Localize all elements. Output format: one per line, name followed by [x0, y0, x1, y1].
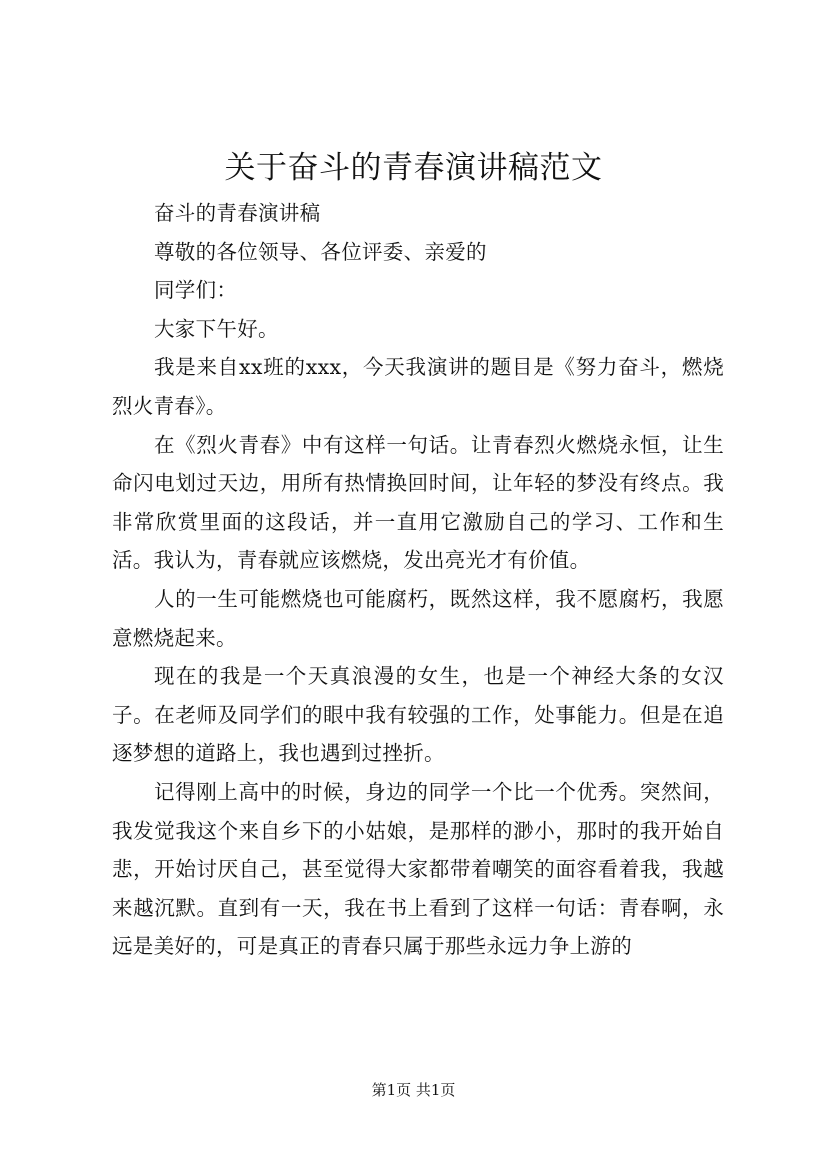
document-title: 关于奋斗的青春演讲稿范文	[224, 150, 603, 186]
paragraph: 同学们：	[154, 278, 238, 303]
paragraph: 我是来自xx班的xxx，今天我演讲的题目是《努力奋斗，燃烧烈火青春》。	[112, 355, 724, 418]
page-number-footer: 第1页 共1页	[371, 1081, 456, 1099]
paragraph: 人的一生可能燃烧也可能腐朽，既然这样，我不愿腐朽，我愿意燃烧起来。	[112, 586, 724, 650]
paragraph: 大家下午好。	[154, 316, 279, 341]
paragraph: 记得刚上高中的时候，身边的同学一个比一个优秀。突然间，我发觉我这个来自乡下的小姑娘，是那样的渺小，那时的我开始自悲，开始讨厌自己，甚至觉得大家都带着嘲笑的面容看着我，我越来越沉默。直到有一天，我在书上看到了这样一句话：青春啊，永远是美好的，可是真正的青春只属于那些永远力争上游的	[112, 779, 724, 959]
paragraph: 尊敬的各位领导、各位评委、亲爱的	[154, 239, 487, 264]
document-body	[112, 194, 724, 966]
paragraph: 奋斗的青春演讲稿	[154, 201, 321, 225]
paragraph: 现在的我是一个天真浪漫的女生，也是一个神经大条的女汉子。在老师及同学们的眼中我有较强的工作，处事能力。但是在追逐梦想的道路上，我也遇到过挫折。	[112, 664, 724, 766]
paragraph: 在《烈火青春》中有这样一句话。让青春烈火燃烧永恒，让生命闪电划过天边，用所有热情换回时间，让年轻的梦没有终点。我非常欣赏里面的这段话，并一直用它激励自己的学习、工作和生活。我认为，青春就应该燃烧，发出亮光才有价值。	[112, 432, 724, 573]
